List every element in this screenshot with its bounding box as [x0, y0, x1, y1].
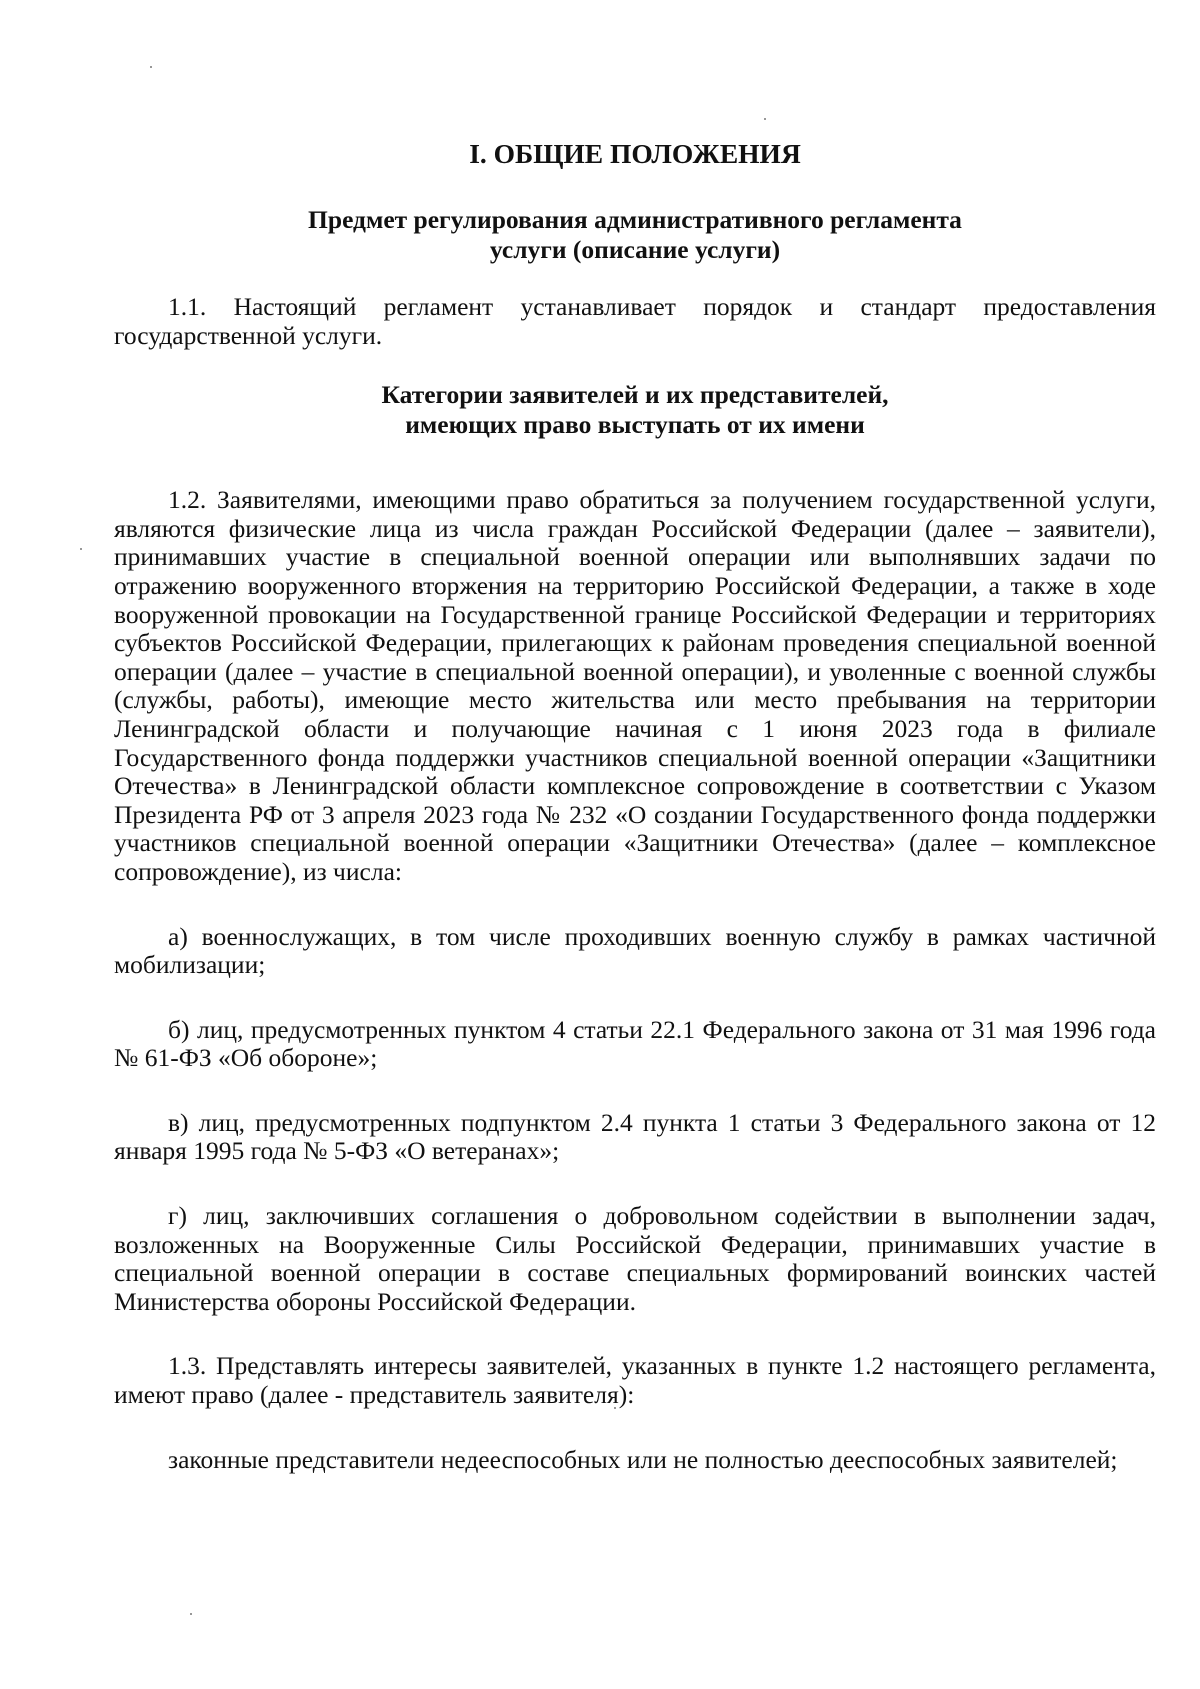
- applicants-heading-line-1: Категории заявителей и их представителей,: [381, 380, 889, 410]
- paragraph-1-2-b: б) лиц, предусмотренных пунктом 4 статьи 22.1 Федерального закона от 31 мая 1996 года № 61-ФЗ «Об обороне»;: [114, 1014, 1156, 1073]
- subject-heading-line-2: услуги (описание услуги): [489, 235, 781, 264]
- paragraph-legal-representatives: законные представители недееспособных или не полностью дееспособных заявителей;: [168, 1444, 1118, 1474]
- applicants-heading-line-2: имеющих право выступать от их имени: [405, 410, 865, 440]
- document-body: [114, 139, 1156, 1474]
- scan-speck: [190, 1613, 192, 1615]
- paragraph-1-1: 1.1. Настоящий регламент устанавливает порядок и стандарт предоставления государственной услуги.: [114, 292, 1156, 350]
- section-title: I. ОБЩИЕ ПОЛОЖЕНИЯ: [469, 138, 801, 169]
- applicants-heading: [114, 380, 1156, 440]
- scan-speck: [150, 66, 152, 68]
- paragraph-1-2-g: г) лиц, заключивших соглашения о добровольном содействии в выполнении задач, возложенных на Вооруженные Силы Российской Федерации, принимавших участие в специальной военной операции в составе специальных формирований воинских частей Министерства обороны Российской Федерации.: [114, 1201, 1156, 1316]
- paragraph-1-2-a: а) военнослужащих, в том числе проходивших военную службу в рамках частичной мобилизации;: [114, 921, 1156, 980]
- paragraph-1-3: 1.3. Представлять интересы заявителей, указанных в пункте 1.2 настоящего регламента, имеют право (далее - представитель заявителя):: [114, 1351, 1156, 1410]
- scan-speck: [764, 118, 766, 120]
- scan-speck: [80, 548, 82, 550]
- subject-heading-line-1: Предмет регулирования административного регламента: [308, 205, 962, 234]
- paragraph-1-2-v: в) лиц, предусмотренных подпунктом 2.4 пункта 1 статьи 3 Федерального закона от 12 января 1995 года № 5-ФЗ «О ветеранах»;: [114, 1107, 1156, 1166]
- subject-heading: [114, 205, 1156, 265]
- paragraph-1-2: 1.2. Заявителями, имеющими право обратиться за получением государственной услуги, являются физические лица из числа граждан Российской Федерации (далее – заявители), принимавших участие в специальной военной операции или выполнявших задачи по отражению вооруженного вторжения на территорию Российской Федерации, а также в ходе вооруженной провокации на Государственной границе Российской Федерации и территориях субъектов Российской Федерации, прилегающих к районам проведения специальной военной операции (далее – участие в специальной военной операции), и уволенные с военной службы (службы, работы), имеющие место жительства или место пребывания на территории Ленинградской области и получающие начиная с 1 июня 2023 года в филиале Государственного фонда поддержки участников специальной военной операции «Защитники Отечества» в Ленинградской области комплексное сопровождение в соответствии с Указом Президента РФ от 3 апреля 2023 года № 232 «О создании Государственного фонда поддержки участников специальной военной операции «Защитники Отечества» (далее – комплексное сопровождение), из числа:: [114, 485, 1156, 886]
